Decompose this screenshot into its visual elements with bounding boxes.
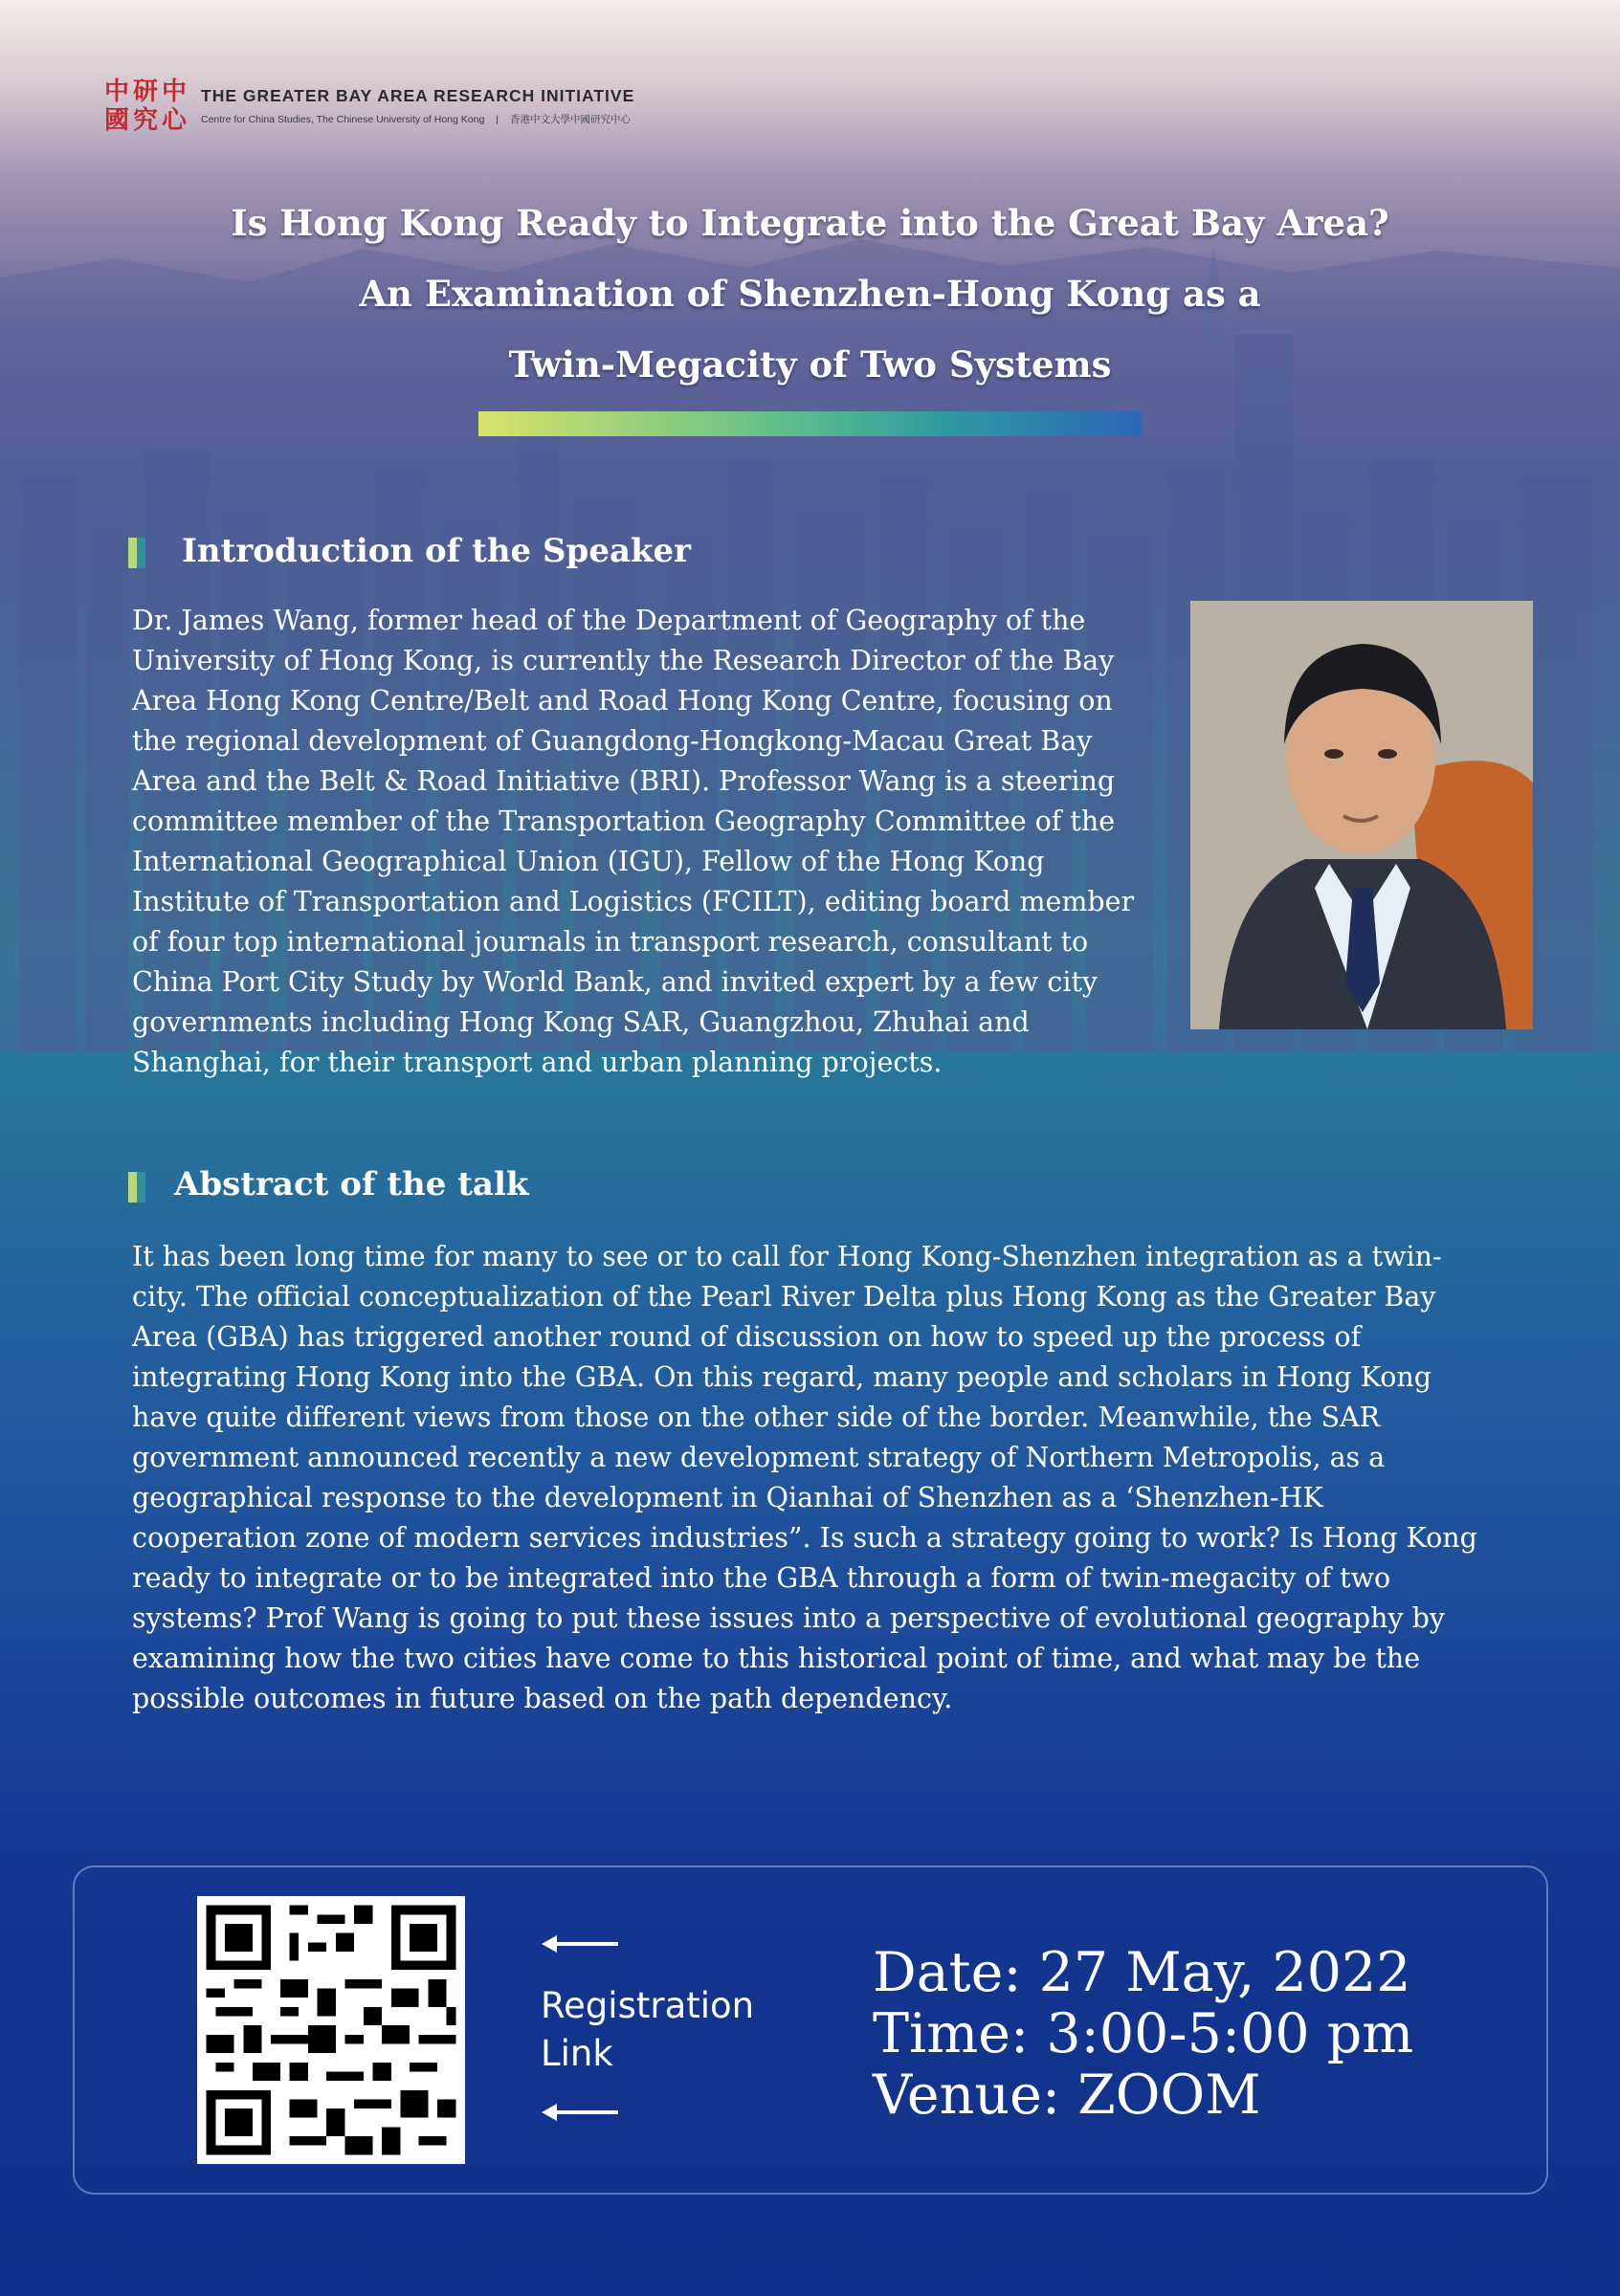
- title-line-3: Twin-Megacity of Two Systems: [508, 343, 1112, 386]
- registration-link[interactable]: [541, 1982, 754, 2078]
- registration-qr-code[interactable]: [197, 1896, 465, 2164]
- abstract-text: It has been long time for many to see or to call for Hong Kong-Shenzhen integration as a twin-city. The official conceptualization of the Pearl River Delta plus Hong Kong as the Greater Bay Area (GBA) has triggered another round of discussion on how to speed up the process of integrating Hong Kong into the GBA. On this regard, many people and scholars in Hong Kong have quite different views from those on the other side of the border. Meanwhile, the SAR government announced recently a new development strategy of Northern Metropolis, as a geographical response to the development in Qianhai of Shenzhen as a ‘Shenzhen-HK cooperation zone of modern services industries”. Is such a strategy going to work? Is Hong Kong ready to integrate or to be integrated into the GBA through a form of twin-megacity of two systems? Prof Wang is going to put these issues into a perspective of evolutional geography by examining how the two cities have come to this historical point of time, and what may be the possible outcomes in future based on the path dependency.: [132, 1241, 1477, 1714]
- logo-subtitle-zh: 香港中文大學中國研究中心: [510, 114, 632, 125]
- logo-mark: [103, 78, 188, 134]
- event-details: [873, 1942, 1413, 2126]
- event-date: Date: 27 May, 2022: [873, 1941, 1411, 2004]
- logo: [103, 78, 634, 134]
- logo-subtitle: [201, 112, 634, 126]
- speaker-photo: [1190, 601, 1533, 1029]
- logo-char: 國: [103, 106, 129, 135]
- logo-char: 中: [161, 77, 187, 106]
- logo-char: 究: [132, 106, 158, 135]
- registration-line-1: Registration: [541, 1985, 755, 2026]
- logo-subtitle-en: Centre for China Studies, The Chinese University of Hong Kong: [201, 114, 485, 125]
- section-marker: [128, 1172, 145, 1203]
- logo-char: 心: [161, 106, 187, 135]
- logo-char: 中: [103, 77, 129, 106]
- registration-line-2: Link: [541, 2033, 613, 2074]
- title-line-1: Is Hong Kong Ready to Integrate into the Great Bay Area?: [231, 202, 1389, 244]
- logo-char: 研: [132, 77, 158, 106]
- title-gradient-bar: [478, 411, 1142, 436]
- logo-title: THE GREATER BAY AREA RESEARCH INITIATIVE: [201, 86, 635, 105]
- logo-separator: |: [496, 114, 499, 125]
- intro-heading: Introduction of the Speaker: [182, 532, 692, 570]
- left-arrow-icon: [540, 2101, 618, 2124]
- event-venue: Venue: ZOOM: [873, 2064, 1261, 2127]
- intro-text: Dr. James Wang, former head of the Department of Geography of the University of Hong Kong, is currently the Research Director of the Bay Area Hong Kong Centre/Belt and Road Hong Kong Centre, focusing on the regional development of Guangdong-Hongkong-Macau Great Bay Area and the Belt & Road Initiative (BRI). Professor Wang is a steering committee member of the Transportation Geography Committee of the International Geographical Union (IGU), Fellow of the Hong Kong Institute of Transportation and Logistics (FCILT), editing board member of four top international journals in transport research, consultant to China Port City Study by World Bank, and invited expert by a few city governments including Hong Kong SAR, Guangzhou, Zhuhai and Shanghai, for their transport and urban planning projects.: [132, 605, 1135, 1078]
- page-title: [0, 188, 1620, 400]
- section-marker: [128, 538, 145, 568]
- left-arrow-icon: [540, 1932, 618, 1955]
- event-time: Time: 3:00-5:00 pm: [873, 2002, 1414, 2065]
- abstract-heading: Abstract of the talk: [174, 1165, 529, 1203]
- title-line-2: An Examination of Shenzhen-Hong Kong as a: [359, 273, 1261, 315]
